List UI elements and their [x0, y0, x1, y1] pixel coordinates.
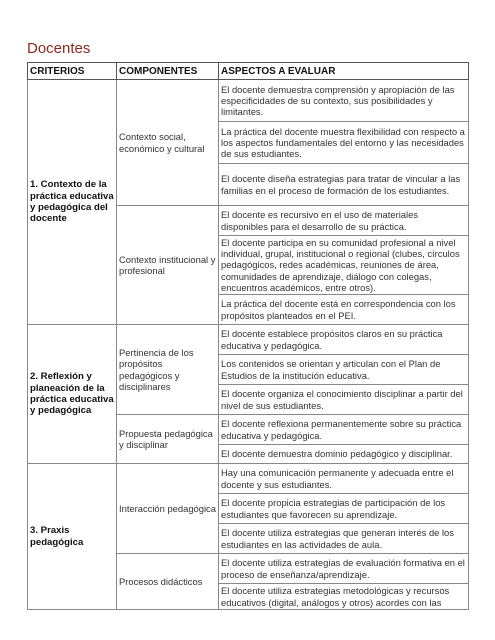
component-cell: Propuesta pedagógica y disciplinar [117, 415, 219, 464]
table-row [28, 325, 469, 355]
aspect-cell: El docente utiliza estrategias de evaluación formativa en el proceso de enseñanza/aprendizaje. [219, 554, 469, 584]
aspect-cell: El docente participa en su comunidad profesional a nivel individual, grupal, institucional o regional (clubes, círculos pedagógicos, redes académicas, reuniones de área, comunidades de aprendizaje, diálogo con colegas, encuentros académicos, entre otros). [219, 236, 469, 295]
aspect-cell: El docente diseña estrategias para tratar de vincular a las familias en el proceso de formación de los estudiantes. [219, 164, 469, 206]
criterion-cell: 1. Contexto de la práctica educativa y pedagógica del docente [28, 80, 117, 325]
aspect-cell: El docente propicia estrategias de participación de los estudiantes que favorecen su aprendizaje. [219, 494, 469, 524]
aspect-cell: El docente establece propósitos claros en su práctica educativa y pedagógica. [219, 325, 469, 355]
aspect-cell: El docente utiliza estrategias que generan interés de los estudiantes en las actividades de aula. [219, 524, 469, 554]
component-cell: Pertinencia de los propósitos pedagógicos y disciplinares [117, 325, 219, 415]
header-aspectos: ASPECTOS A EVALUAR [219, 63, 469, 80]
header-componentes: COMPONENTES [117, 63, 219, 80]
table-header-row [28, 63, 469, 80]
criterion-cell: 3. Praxis pedagógica [28, 464, 117, 610]
table-row [28, 464, 469, 494]
aspect-cell: El docente utiliza estrategias metodológicas y recursos educativos (digital, análogos y otros) acordes con las [219, 584, 469, 610]
header-criterios: CRITERIOS [28, 63, 117, 80]
table-row [28, 80, 469, 122]
aspect-cell: El docente organiza el conocimiento disciplinar a partir del nivel de sus estudiantes. [219, 385, 469, 415]
aspect-cell: Los contenidos se orientan y articulan con el Plan de Estudios de la institución educativa. [219, 355, 469, 385]
aspect-cell: La práctica del docente está en correspondencia con los propósitos planteados en el PEI. [219, 295, 469, 325]
aspect-cell: Hay una comunicación permanente y adecuada entre el docente y sus estudiantes. [219, 464, 469, 494]
aspect-cell: El docente reflexiona permanentemente sobre su práctica educativa y pedagógica. [219, 415, 469, 445]
component-cell: Procesos didácticos [117, 554, 219, 610]
aspect-cell: La práctica del docente muestra flexibilidad con respecto a los aspectos fundamentales del entorno y las necesidades de sus estudiantes. [219, 122, 469, 164]
aspect-cell: El docente demuestra comprensión y apropiación de las especificidades de su contexto, sus posibilidades y limitantes. [219, 80, 469, 122]
evaluation-table [27, 62, 469, 610]
component-cell: Contexto social, económico y cultural [117, 80, 219, 206]
section-title: Docentes [27, 40, 91, 57]
component-cell: Interacción pedagógica [117, 464, 219, 554]
aspect-cell: El docente demuestra dominio pedagógico y disciplinar. [219, 445, 469, 464]
aspect-cell: El docente es recursivo en el uso de materiales disponibles para el desarrollo de su práctica. [219, 206, 469, 236]
component-cell: Contexto institucional y profesional [117, 206, 219, 325]
criterion-cell: 2. Reflexión y planeación de la práctica educativa y pedagógica [28, 325, 117, 464]
